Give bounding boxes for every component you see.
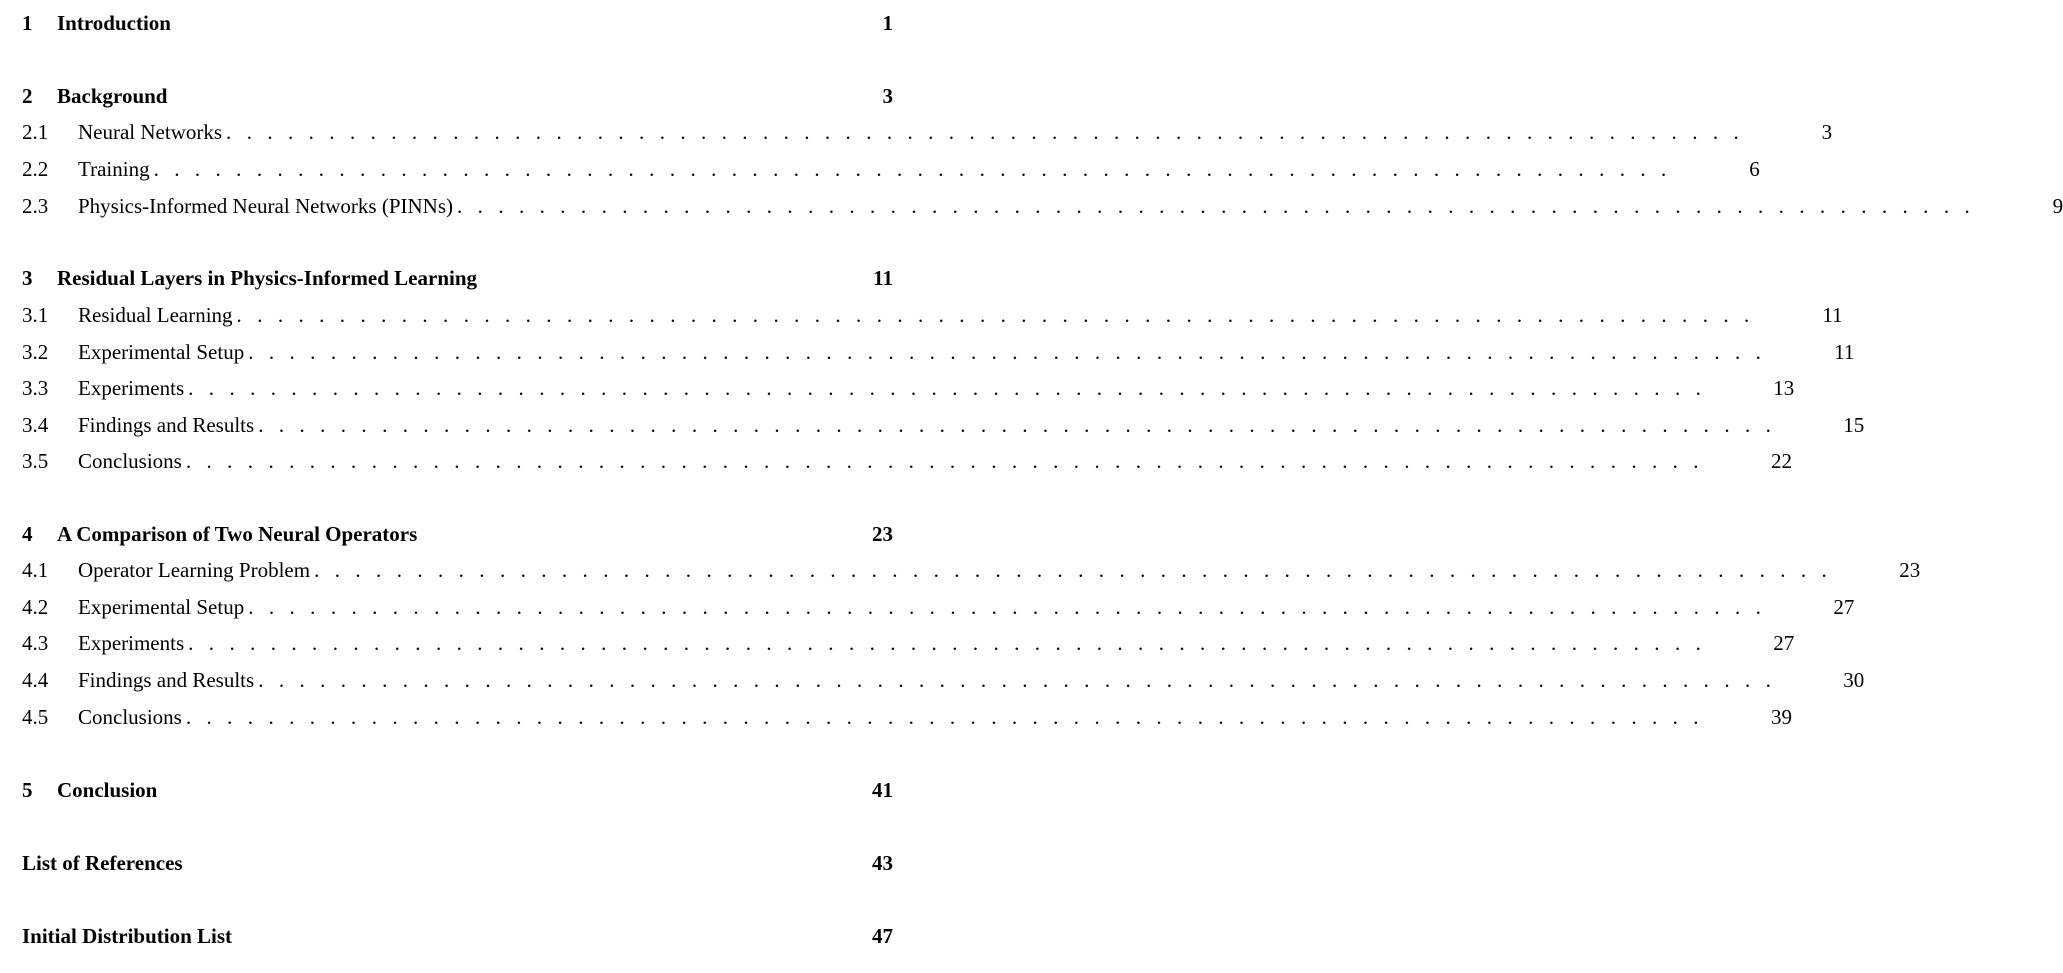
toc-initial-distribution-list[interactable] — [22, 921, 893, 951]
toc-section-4-4[interactable] — [22, 665, 1865, 695]
page-number: 11 — [873, 266, 893, 290]
toc-section-3-4[interactable] — [22, 410, 1865, 440]
chapter-title[interactable]: Background — [57, 84, 168, 108]
section-title[interactable]: Findings and Results — [78, 668, 255, 692]
section-title[interactable]: Neural Networks — [78, 120, 223, 144]
dot-leader: .......................................................................... — [226, 120, 1755, 144]
section-title[interactable]: Findings and Results — [78, 413, 255, 437]
chapter-title[interactable]: Introduction — [57, 11, 171, 35]
section-number: 4.3 — [22, 631, 49, 655]
toc-section-3-2[interactable] — [22, 337, 1855, 367]
section-number: 4.4 — [22, 668, 49, 692]
dot-leader: .......................................................................... — [236, 303, 1765, 327]
page-number: 41 — [872, 778, 893, 802]
section-number: 4.2 — [22, 595, 49, 619]
page-number: 11 — [1834, 340, 1855, 364]
dot-leader: .......................................................................... — [185, 705, 1714, 729]
section-number: 4.5 — [22, 705, 49, 729]
section-title[interactable]: Training — [78, 157, 150, 181]
chapter-title[interactable]: Residual Layers in Physics-Informed Learning — [57, 266, 478, 290]
dot-leader: .......................................................................... — [314, 558, 1843, 582]
section-number: 2.3 — [22, 194, 49, 218]
toc-section-4-3[interactable] — [22, 628, 1795, 658]
page-number: 22 — [1770, 449, 1792, 473]
chapter-title[interactable]: List of References — [22, 851, 183, 875]
section-title[interactable]: Experiments — [78, 631, 185, 655]
chapter-title[interactable]: A Comparison of Two Neural Operators — [57, 522, 418, 546]
section-number: 2.1 — [22, 120, 49, 144]
page-number: 11 — [1822, 303, 1843, 327]
section-title[interactable]: Residual Learning — [78, 303, 233, 327]
section-number: 3.4 — [22, 413, 49, 437]
dot-leader: .......................................................................... — [153, 157, 1682, 181]
page-number: 43 — [872, 851, 893, 875]
page-number: 23 — [1899, 558, 1921, 582]
chapter-number: 2 — [22, 84, 33, 108]
toc-section-3-3[interactable] — [22, 373, 1795, 403]
section-title[interactable]: Experimental Setup — [78, 340, 245, 364]
toc-chapter-5[interactable] — [22, 775, 893, 805]
page-number: 3 — [1821, 120, 1833, 144]
page-number: 3 — [882, 84, 893, 108]
page-number: 13 — [1773, 376, 1795, 400]
dot-leader: .......................................................................... — [248, 595, 1777, 619]
toc-list-of-references[interactable] — [22, 848, 893, 878]
page-number: 39 — [1770, 705, 1792, 729]
section-title[interactable]: Experimental Setup — [78, 595, 245, 619]
section-title[interactable]: Physics-Informed Neural Networks (PINNs) — [78, 194, 454, 218]
toc-section-4-5[interactable] — [22, 702, 1792, 732]
toc-section-2-2[interactable] — [22, 154, 1760, 184]
section-number: 3.3 — [22, 376, 49, 400]
chapter-number: 5 — [22, 778, 33, 802]
dot-leader: .......................................................................... — [457, 194, 1986, 218]
section-number: 4.1 — [22, 558, 49, 582]
toc-section-4-1[interactable] — [22, 555, 1921, 585]
page-number: 9 — [2052, 194, 2063, 218]
toc-section-3-5[interactable] — [22, 446, 1792, 476]
dot-leader: .......................................................................... — [258, 668, 1787, 692]
dot-leader: .......................................................................... — [185, 449, 1714, 473]
toc-chapter-2[interactable] — [22, 81, 893, 111]
dot-leader: .......................................................................... — [258, 413, 1787, 437]
toc-section-2-3[interactable] — [22, 191, 2063, 221]
chapter-title[interactable]: Conclusion — [57, 778, 158, 802]
page-number: 30 — [1843, 668, 1865, 692]
page-number: 27 — [1833, 595, 1855, 619]
dot-leader: .......................................................................... — [188, 631, 1717, 655]
chapter-number: 3 — [22, 266, 33, 290]
chapter-title[interactable]: Initial Distribution List — [22, 924, 233, 948]
toc-section-2-1[interactable] — [22, 117, 1833, 147]
toc-section-3-1[interactable] — [22, 300, 1843, 330]
page-number: 47 — [872, 924, 893, 948]
toc-chapter-4[interactable] — [22, 519, 893, 549]
page-number: 27 — [1773, 631, 1795, 655]
toc-section-4-2[interactable] — [22, 592, 1855, 622]
section-number: 3.5 — [22, 449, 49, 473]
section-number: 3.1 — [22, 303, 49, 327]
chapter-number: 1 — [22, 11, 33, 35]
section-title[interactable]: Experiments — [78, 376, 185, 400]
page-number: 6 — [1749, 157, 1760, 181]
section-title[interactable]: Operator Learning Problem — [78, 558, 311, 582]
chapter-number: 4 — [22, 522, 33, 546]
page-number: 23 — [872, 522, 893, 546]
page-number: 15 — [1843, 413, 1865, 437]
toc-chapter-3[interactable] — [22, 263, 893, 293]
dot-leader: .......................................................................... — [248, 340, 1777, 364]
page-number: 1 — [882, 11, 893, 35]
dot-leader: .......................................................................... — [188, 376, 1717, 400]
section-number: 3.2 — [22, 340, 49, 364]
section-title[interactable]: Conclusions — [78, 705, 182, 729]
section-number: 2.2 — [22, 157, 49, 181]
section-title[interactable]: Conclusions — [78, 449, 182, 473]
toc-chapter-1[interactable] — [22, 8, 893, 38]
